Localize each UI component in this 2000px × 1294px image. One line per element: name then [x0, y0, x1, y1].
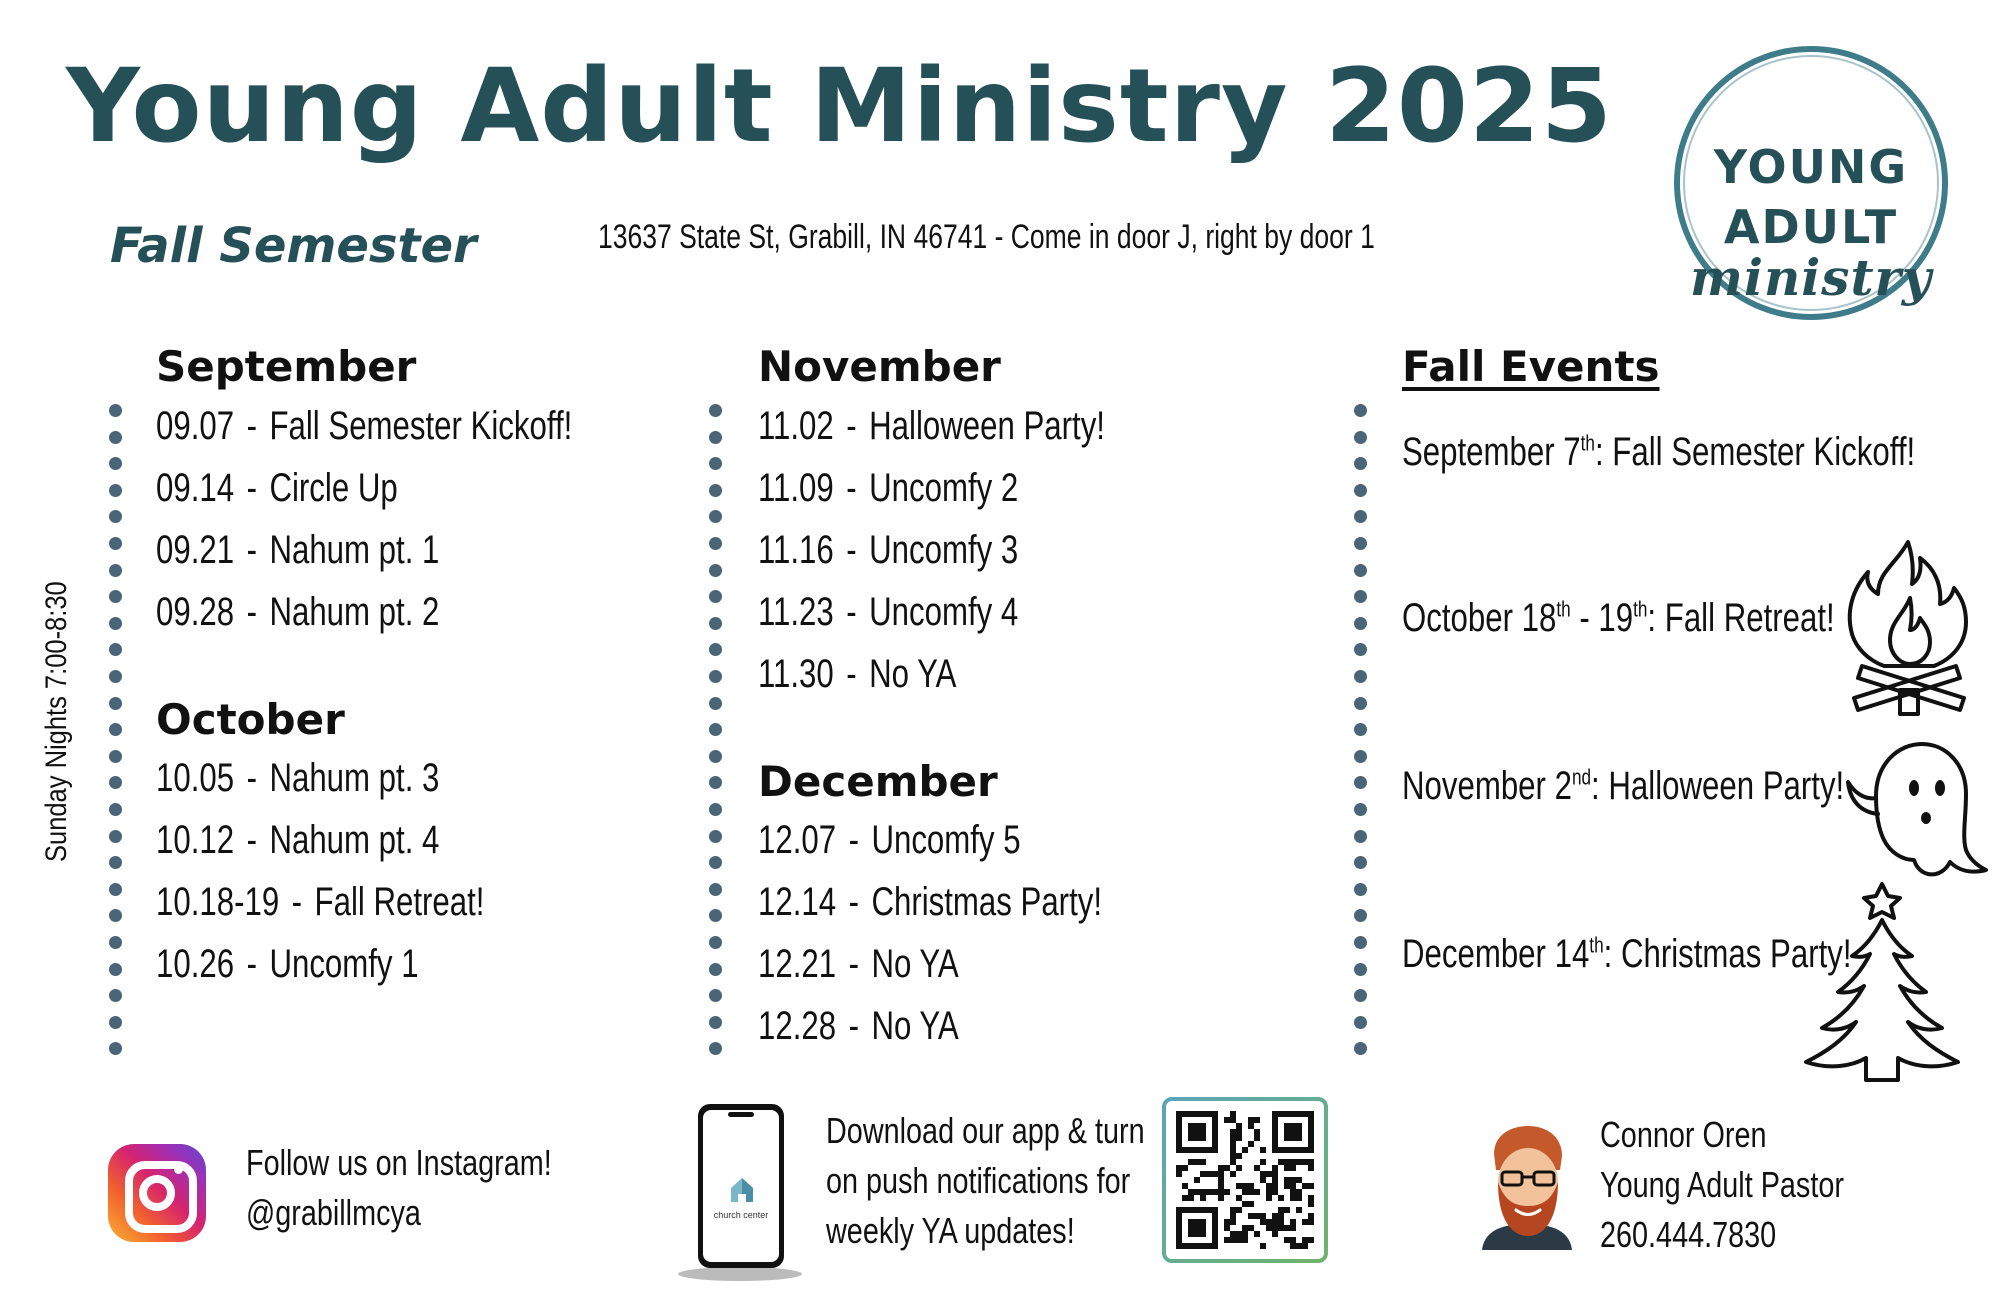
campfire-icon: [1838, 538, 1980, 722]
schedule-row: 12.07 - Uncomfy 5: [758, 818, 1021, 862]
divider-dot: [1354, 697, 1367, 710]
divider-dot: [709, 404, 722, 417]
divider-dot: [709, 1016, 722, 1029]
divider-dot: [709, 564, 722, 577]
schedule-event: Fall Semester Kickoff!: [269, 404, 573, 448]
schedule-date: 09.28: [156, 590, 235, 634]
logo-line-adult: ADULT: [1723, 200, 1899, 254]
divider-dot: [1354, 590, 1367, 603]
divider-dot: [109, 750, 122, 763]
divider-dot: [109, 776, 122, 789]
schedule-date: 11.09: [758, 466, 834, 510]
divider-dot: [1354, 963, 1367, 976]
pastor-role: Young Adult Pastor: [1600, 1164, 1844, 1205]
schedule-row: 10.12 - Nahum pt. 4: [156, 818, 440, 862]
divider-dot: [1354, 856, 1367, 869]
schedule-date: 12.14: [758, 880, 837, 924]
dotted-divider-middle: [709, 404, 723, 1054]
phone-icon: [676, 1102, 806, 1282]
schedule-row: 10.05 - Nahum pt. 3: [156, 756, 440, 800]
divider-dot: [709, 431, 722, 444]
fall-events-heading: Fall Events: [1402, 342, 1660, 391]
divider-dot: [109, 909, 122, 922]
divider-dot: [709, 963, 722, 976]
schedule-date: 11.16: [758, 528, 834, 572]
divider-dot: [109, 431, 122, 444]
qr-code-icon: [1162, 1097, 1328, 1263]
schedule-date: 10.26: [156, 942, 235, 986]
divider-dot: [709, 457, 722, 470]
dotted-divider-left: [109, 404, 123, 1054]
ghost-icon: [1842, 738, 1988, 882]
divider-dot: [109, 1016, 122, 1029]
schedule-date: 12.21: [758, 942, 837, 986]
schedule-date: 10.18-19: [156, 880, 280, 924]
divider-dot: [1354, 457, 1367, 470]
month-heading-december: December: [758, 757, 998, 806]
phone-app-label: church center: [713, 1210, 769, 1220]
divider-dot: [1354, 723, 1367, 736]
schedule-row: 09.14 - Circle Up: [156, 466, 398, 510]
pastor-name: Connor Oren: [1600, 1114, 1767, 1155]
divider-dot: [709, 936, 722, 949]
schedule-row: 11.09 - Uncomfy 2: [758, 466, 1019, 510]
divider-dot: [709, 723, 722, 736]
divider-dot: [109, 457, 122, 470]
divider-dot: [709, 1042, 722, 1055]
instagram-info: [246, 1138, 552, 1238]
fall-event: September 7th: Fall Semester Kickoff!: [1402, 430, 1916, 474]
fall-event: November 2nd: Halloween Party!: [1402, 764, 1845, 808]
month-heading-november: November: [758, 342, 1001, 391]
divider-dot: [1354, 750, 1367, 763]
schedule-date: 12.07: [758, 818, 837, 862]
divider-dot: [709, 643, 722, 656]
divider-dot: [709, 750, 722, 763]
schedule-event: Nahum pt. 1: [269, 528, 440, 572]
schedule-date: 11.30: [758, 652, 834, 696]
address: 13637 State St, Grabill, IN 46741 - Come in door J, right by door 1: [598, 218, 1375, 256]
schedule-row: 09.21 - Nahum pt. 1: [156, 528, 440, 572]
ya-logo: [1668, 40, 1954, 326]
divider-dot: [709, 537, 722, 550]
divider-dot: [109, 564, 122, 577]
divider-dot: [109, 484, 122, 497]
schedule-date: 10.05: [156, 756, 235, 800]
month-heading-september: September: [156, 342, 417, 391]
pastor-phone[interactable]: 260.444.7830: [1600, 1214, 1777, 1255]
schedule-event: Uncomfy 3: [869, 528, 1019, 572]
divider-dot: [109, 643, 122, 656]
schedule-row: 11.23 - Uncomfy 4: [758, 590, 1019, 634]
divider-dot: [1354, 830, 1367, 843]
schedule-row: 10.18-19 - Fall Retreat!: [156, 880, 485, 924]
divider-dot: [109, 404, 122, 417]
schedule-row: 11.02 - Halloween Party!: [758, 404, 1105, 448]
instagram-prompt: Follow us on Instagram!: [246, 1142, 552, 1183]
fall-event: October 18th - 19th: Fall Retreat!: [1402, 596, 1835, 640]
divider-dot: [109, 670, 122, 683]
christmas-tree-icon: [1800, 880, 1966, 1090]
divider-dot: [1354, 883, 1367, 896]
schedule-date: 11.02: [758, 404, 834, 448]
page-title: Young Adult Ministry 2025: [66, 47, 1613, 166]
divider-dot: [1354, 617, 1367, 630]
divider-dot: [109, 856, 122, 869]
divider-dot: [709, 697, 722, 710]
schedule-date: 09.14: [156, 466, 235, 510]
schedule-date: 09.07: [156, 404, 235, 448]
divider-dot: [1354, 643, 1367, 656]
divider-dot: [709, 617, 722, 630]
avatar-icon: [1472, 1124, 1582, 1250]
divider-dot: [109, 830, 122, 843]
divider-dot: [709, 856, 722, 869]
divider-dot: [1354, 510, 1367, 523]
schedule-event: No YA: [869, 652, 957, 696]
schedule-event: Nahum pt. 4: [269, 818, 440, 862]
divider-dot: [109, 617, 122, 630]
schedule-row: 09.28 - Nahum pt. 2: [156, 590, 440, 634]
schedule-row: 11.16 - Uncomfy 3: [758, 528, 1019, 572]
schedule-row: 10.26 - Uncomfy 1: [156, 942, 419, 986]
schedule-event: Nahum pt. 2: [269, 590, 440, 634]
instagram-handle[interactable]: @grabillmcya: [246, 1192, 421, 1233]
divider-dot: [109, 936, 122, 949]
divider-dot: [109, 723, 122, 736]
divider-dot: [1354, 404, 1367, 417]
divider-dot: [709, 590, 722, 603]
divider-dot: [109, 803, 122, 816]
divider-dot: [709, 776, 722, 789]
schedule-event: Uncomfy 4: [869, 590, 1019, 634]
divider-dot: [1354, 936, 1367, 949]
schedule-event: Christmas Party!: [871, 880, 1103, 924]
schedule-date: 10.12: [156, 818, 235, 862]
month-heading-october: October: [156, 695, 345, 744]
instagram-icon[interactable]: [108, 1144, 206, 1242]
schedule-event: Uncomfy 1: [269, 942, 419, 986]
divider-dot: [1354, 537, 1367, 550]
schedule-event: Nahum pt. 3: [269, 756, 440, 800]
semester-subtitle: Fall Semester: [110, 218, 477, 274]
schedule-event: Uncomfy 2: [869, 466, 1019, 510]
schedule-event: No YA: [871, 942, 959, 986]
divider-dot: [109, 697, 122, 710]
app-promo: Download our app & turn on push notifications for weekly YA updates!: [826, 1110, 1145, 1251]
divider-dot: [1354, 431, 1367, 444]
divider-dot: [1354, 1042, 1367, 1055]
schedule-row: 11.30 - No YA: [758, 652, 957, 696]
divider-dot: [1354, 1016, 1367, 1029]
schedule-event: Uncomfy 5: [871, 818, 1021, 862]
pastor-contact: [1600, 1110, 1844, 1260]
divider-dot: [109, 590, 122, 603]
divider-dot: [1354, 909, 1367, 922]
schedule-date: 11.23: [758, 590, 834, 634]
divider-dot: [709, 989, 722, 1002]
schedule-event: Halloween Party!: [869, 404, 1105, 448]
divider-dot: [1354, 670, 1367, 683]
divider-dot: [109, 537, 122, 550]
divider-dot: [709, 510, 722, 523]
schedule-event: Fall Retreat!: [314, 880, 485, 924]
divider-dot: [109, 963, 122, 976]
schedule-date: 12.28: [758, 1004, 837, 1048]
schedule-event: Circle Up: [269, 466, 398, 510]
divider-dot: [109, 510, 122, 523]
divider-dot: [1354, 989, 1367, 1002]
divider-dot: [109, 1042, 122, 1055]
divider-dot: [1354, 776, 1367, 789]
logo-line-ministry: ministry: [1690, 248, 1932, 307]
fall-event: December 14th: Christmas Party!: [1402, 932, 1852, 976]
divider-dot: [709, 484, 722, 497]
schedule-date: 09.21: [156, 528, 235, 572]
divider-dot: [709, 830, 722, 843]
schedule-row: 09.07 - Fall Semester Kickoff!: [156, 404, 573, 448]
divider-dot: [109, 989, 122, 1002]
meeting-time: Sunday Nights 7:00-8:30: [40, 581, 73, 862]
divider-dot: [709, 909, 722, 922]
divider-dot: [709, 803, 722, 816]
divider-dot: [109, 883, 122, 896]
schedule-row: 12.28 - No YA: [758, 1004, 959, 1048]
qr-code[interactable]: [1162, 1097, 1328, 1263]
divider-dot: [1354, 803, 1367, 816]
logo-line-young: YOUNG: [1713, 140, 1909, 194]
divider-dot: [1354, 484, 1367, 497]
schedule-row: 12.14 - Christmas Party!: [758, 880, 1103, 924]
schedule-row: 12.21 - No YA: [758, 942, 959, 986]
church-center-app-icon: [676, 1102, 806, 1282]
divider-dot: [709, 670, 722, 683]
divider-dot: [1354, 564, 1367, 577]
schedule-event: No YA: [871, 1004, 959, 1048]
divider-dot: [709, 883, 722, 896]
dotted-divider-right: [1354, 404, 1368, 1054]
